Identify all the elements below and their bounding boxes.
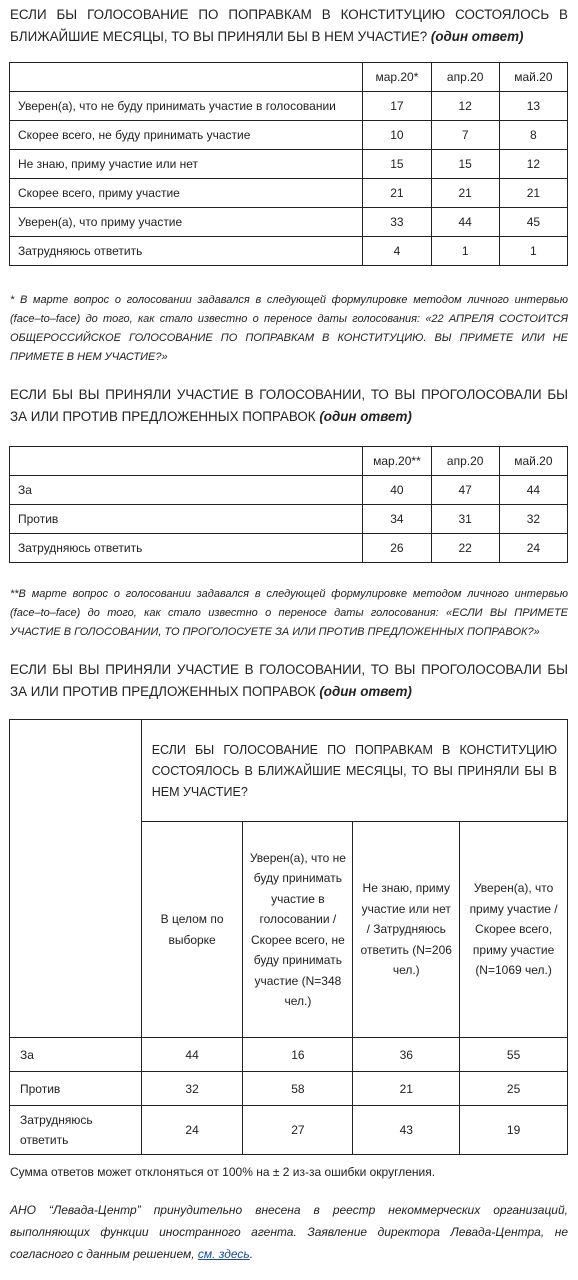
column-header: май.20 — [499, 63, 567, 92]
cell-value: 4 — [363, 237, 431, 266]
table-header-empty — [10, 720, 142, 1038]
cell-value: 33 — [363, 208, 431, 237]
table-vote — [9, 446, 568, 563]
table-row — [10, 237, 568, 266]
table-row — [10, 505, 568, 534]
cell-value: 55 — [460, 1038, 568, 1072]
table-row — [10, 150, 568, 179]
table-crosstab — [9, 719, 568, 1155]
row-label: Уверен(а), что не буду принимать участие в голосовании — [10, 92, 363, 121]
column-header: Уверен(а), что приму участие / Скорее всего, приму участие (N=1069 чел.) — [460, 822, 568, 1038]
row-label: Затрудняюсь ответить — [10, 1106, 142, 1155]
cell-value: 12 — [431, 92, 499, 121]
table-header-row — [10, 63, 568, 92]
cell-value: 17 — [363, 92, 431, 121]
cell-value: 47 — [431, 476, 499, 505]
disclaimer-tail: . — [249, 1247, 254, 1261]
cell-value: 32 — [499, 505, 567, 534]
cell-value: 21 — [353, 1072, 460, 1106]
cell-value: 34 — [363, 505, 431, 534]
row-label: Против — [10, 1072, 142, 1106]
column-header: В целом по выборке — [141, 822, 243, 1038]
table-header-empty — [10, 63, 363, 92]
row-label: За — [10, 476, 363, 505]
cell-value: 15 — [363, 150, 431, 179]
row-label: Затрудняюсь ответить — [10, 237, 363, 266]
column-header: мар.20** — [363, 447, 431, 476]
table-row — [10, 179, 568, 208]
column-header: апр.20 — [431, 447, 499, 476]
table-row — [10, 208, 568, 237]
table-row — [10, 476, 568, 505]
column-header: апр.20 — [431, 63, 499, 92]
cell-value: 32 — [141, 1072, 243, 1106]
table-header-row — [10, 447, 568, 476]
table-row — [10, 534, 568, 563]
column-header: Уверен(а), что не буду принимать участие в голосовании / Скорее всего, не буду принимать участие (N=348 чел.) — [243, 822, 353, 1038]
cell-value: 44 — [499, 476, 567, 505]
crosstab-group-header: ЕСЛИ БЫ ГОЛОСОВАНИЕ ПО ПОПРАВКАМ В КОНСТИТУЦИЮ СОСТОЯЛОСЬ В БЛИЖАЙШИЕ МЕСЯЦЫ, ТО ВЫ ПРИНЯЛИ БЫ В НЕМ УЧАСТИЕ? — [141, 720, 567, 822]
cell-value: 58 — [243, 1072, 353, 1106]
section1-heading — [10, 4, 568, 48]
section1-hint: (один ответ) — [430, 29, 524, 44]
table-header-empty — [10, 447, 363, 476]
disclaimer-text: АНО “Левада-Центр” принудительно внесена в реестр некоммерческих организаций, выполняющих функции иностранного агента. Заявление директора Левада-Центра, не согласного с данным решением, — [10, 1203, 568, 1261]
table-participation — [9, 62, 568, 266]
cell-value: 36 — [353, 1038, 460, 1072]
cell-value: 25 — [460, 1072, 568, 1106]
cell-value: 22 — [431, 534, 499, 563]
cell-value: 1 — [431, 237, 499, 266]
cell-value: 44 — [431, 208, 499, 237]
statement-link[interactable]: см. здесь — [197, 1247, 250, 1261]
cell-value: 21 — [363, 179, 431, 208]
section2-footnote: **В марте вопрос о голосовании задавался в следующей формулировке методом личного интервью (face–to–face) до того, как стало известно о переносе даты голосования: «ЕСЛИ ВЫ ПРИМЕТЕ УЧАСТИЕ В ГОЛОСОВАНИИ, ТО ПРОГОЛОСУЕТЕ ЗА ИЛИ ПРОТИВ ПРЕДЛОЖЕННЫХ ПОПРАВОК?» — [10, 588, 568, 638]
column-header: мар.20* — [363, 63, 431, 92]
column-header: май.20 — [499, 447, 567, 476]
disclaimer — [10, 1199, 568, 1265]
section2-heading — [10, 384, 568, 428]
cell-value: 43 — [353, 1106, 460, 1155]
row-label: Скорее всего, не буду принимать участие — [10, 121, 363, 150]
cell-value: 24 — [499, 534, 567, 563]
cell-value: 8 — [499, 121, 567, 150]
section3-title: ЕСЛИ БЫ ВЫ ПРИНЯЛИ УЧАСТИЕ В ГОЛОСОВАНИИ, ТО ВЫ ПРОГОЛОСОВАЛИ БЫ ЗА ИЛИ ПРОТИВ ПРЕДЛОЖЕННЫХ ПОПРАВОК — [10, 662, 568, 699]
section2-hint: (один ответ) — [319, 409, 412, 424]
table-row — [10, 1106, 568, 1155]
section3-hint: (один ответ) — [319, 684, 412, 699]
section3-heading — [10, 659, 568, 703]
cell-value: 19 — [460, 1106, 568, 1155]
cell-value: 10 — [363, 121, 431, 150]
cell-value: 21 — [431, 179, 499, 208]
cell-value: 27 — [243, 1106, 353, 1155]
row-label: Скорее всего, приму участие — [10, 179, 363, 208]
cell-value: 26 — [363, 534, 431, 563]
cell-value: 44 — [141, 1038, 243, 1072]
cell-value: 31 — [431, 505, 499, 534]
cell-value: 12 — [499, 150, 567, 179]
table-row — [10, 1072, 568, 1106]
cell-value: 16 — [243, 1038, 353, 1072]
row-label: Против — [10, 505, 363, 534]
crosstab-group-row — [10, 720, 568, 822]
row-label: Затрудняюсь ответить — [10, 534, 363, 563]
cell-value: 1 — [499, 237, 567, 266]
rounding-note: Сумма ответов может отклоняться от 100% на ± 2 из-за ошибки округления. — [10, 1165, 436, 1179]
section1-footnote: * В марте вопрос о голосовании задавался в следующей формулировке методом личного интервью (face–to–face) до того, как стало известно о переносе даты голосования: «22 АПРЕЛЯ СОСТОИТСЯ ОБЩЕРОССИЙСКОЕ ГОЛОСОВАНИЕ ПО ПОПРАВКАМ В КОНСТИТУЦИЮ. ВЫ ПРИМЕТЕ ИЛИ НЕ ПРИМЕТЕ В НЕМ УЧАСТИЕ?» — [10, 294, 568, 363]
cell-value: 21 — [499, 179, 567, 208]
cell-value: 15 — [431, 150, 499, 179]
row-label: Не знаю, приму участие или нет — [10, 150, 363, 179]
table-row — [10, 1038, 568, 1072]
cell-value: 45 — [499, 208, 567, 237]
row-label: За — [10, 1038, 142, 1072]
cell-value: 24 — [141, 1106, 243, 1155]
cell-value: 40 — [363, 476, 431, 505]
section1-title: ЕСЛИ БЫ ГОЛОСОВАНИЕ ПО ПОПРАВКАМ В КОНСТИТУЦИЮ СОСТОЯЛОСЬ В БЛИЖАЙШИЕ МЕСЯЦЫ, ТО ВЫ ПРИНЯЛИ БЫ В НЕМ УЧАСТИЕ? — [10, 7, 568, 44]
column-header: Не знаю, приму участие или нет / Затрудняюсь ответить (N=206 чел.) — [353, 822, 460, 1038]
section2-title: ЕСЛИ БЫ ВЫ ПРИНЯЛИ УЧАСТИЕ В ГОЛОСОВАНИИ, ТО ВЫ ПРОГОЛОСОВАЛИ БЫ ЗА ИЛИ ПРОТИВ ПРЕДЛОЖЕННЫХ ПОПРАВОК — [10, 387, 568, 424]
cell-value: 7 — [431, 121, 499, 150]
table-row — [10, 92, 568, 121]
row-label: Уверен(а), что приму участие — [10, 208, 363, 237]
table-row — [10, 121, 568, 150]
cell-value: 13 — [499, 92, 567, 121]
